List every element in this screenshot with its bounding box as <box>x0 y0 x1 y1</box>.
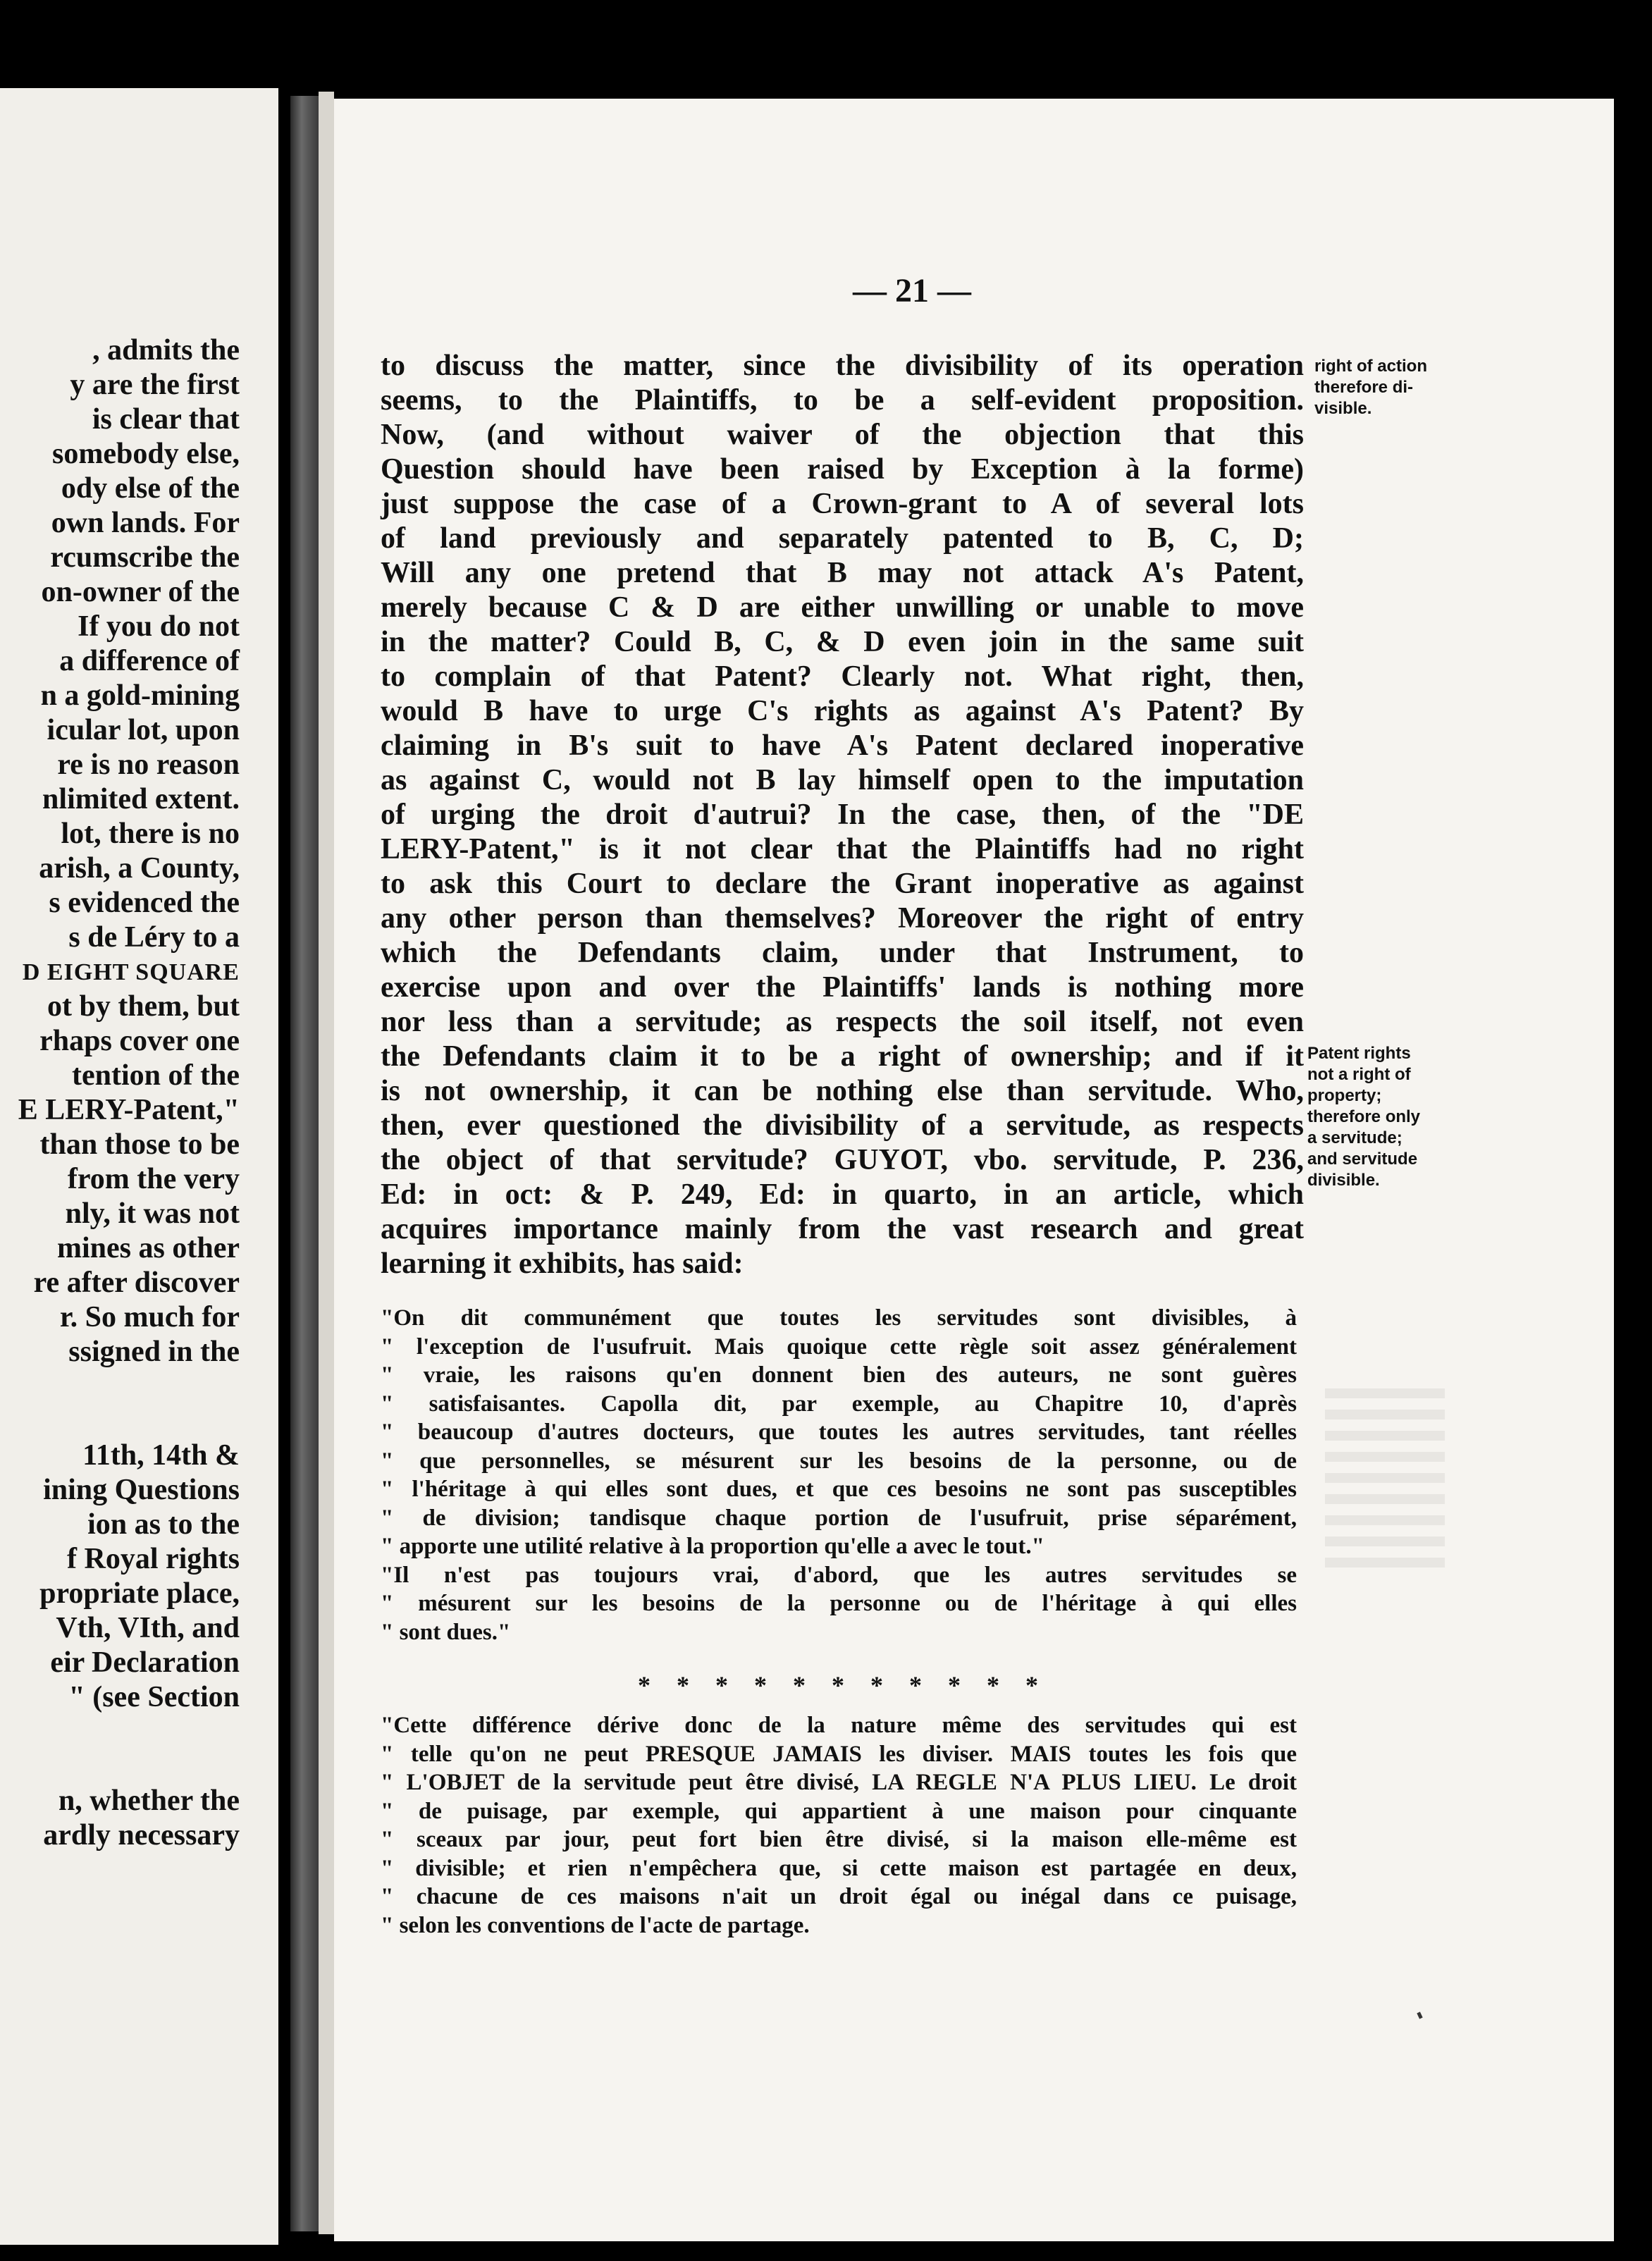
body-line: nor less than a servitude; as respects the soil itself, not even <box>381 1006 1304 1038</box>
margin-note-line: divisible. <box>1307 1171 1380 1190</box>
left-page-line: a difference of <box>59 645 240 677</box>
body-text <box>381 349 1304 1281</box>
body-line: of land previously and separately patented to B, C, D; <box>381 522 1304 555</box>
body-line: claiming in B's suit to have A's Patent declared inoperative <box>381 729 1304 762</box>
quote-line: " satisfaisantes. Capolla dit, par exemple, au Chapitre 10, d'après <box>381 1391 1297 1417</box>
left-page-line: rhaps cover one <box>39 1025 240 1057</box>
margin-note-line: therefore only <box>1307 1107 1421 1126</box>
left-page-line: ardly necessary <box>43 1819 240 1852</box>
left-page-line: arish, a County, <box>39 852 240 885</box>
body-line: which the Defendants claim, under that Instrument, to <box>381 937 1304 969</box>
quote-line: " apporte une utilité relative à la proportion qu'elle a avec le tout." <box>381 1534 1044 1559</box>
body-line: Now, (and without waiver of the objection that this <box>381 419 1304 451</box>
left-page-line: y are the first <box>70 369 240 401</box>
page-number: — 21 — <box>853 272 971 309</box>
scan-border <box>1614 106 1652 2241</box>
quote-line: "Cette différence dérive donc de la nature même des servitudes qui est <box>381 1713 1297 1738</box>
left-page-line <box>0 1715 240 1749</box>
left-page-line: re is no reason <box>57 748 240 781</box>
quote-line: "On dit communément que toutes les servitudes sont divisibles, à <box>381 1305 1297 1331</box>
left-page-line: " (see Section <box>68 1681 240 1713</box>
body-line: acquires importance mainly from the vast research and great <box>381 1213 1304 1245</box>
quote-line: " selon les conventions de l'acte de partage. <box>381 1912 810 1938</box>
french-quote-second <box>381 1711 1297 1940</box>
left-page-line: mines as other <box>57 1232 240 1264</box>
quote-line: " de puisage, par exemple, qui appartient à une maison pour cinquante <box>381 1798 1297 1824</box>
quote-line: " sceaux par jour, peut fort bien être divisé, si la maison elle-même est <box>381 1827 1297 1852</box>
quote-line: " L'OBJET de la servitude peut être divisé, LA REGLE N'A PLUS LIEU. Le droit <box>381 1770 1297 1795</box>
body-line: seems, to the Plaintiffs, to be a self-evident proposition. <box>381 384 1304 417</box>
quote-line: " l'héritage à qui elles sont dues, et que ces besoins ne sont pas susceptibles <box>381 1477 1297 1502</box>
margin-note-line: a servitude; <box>1307 1128 1403 1147</box>
margin-note-line: and servitude <box>1307 1150 1418 1169</box>
body-line: Ed: in oct: & P. 249, Ed: in quarto, in an article, which <box>381 1178 1304 1211</box>
body-line: Will any one pretend that B may not attack A's Patent, <box>381 557 1304 589</box>
body-line: of urging the droit d'autrui? In the case, then, of the "DE <box>381 799 1304 831</box>
margin-note-line: Patent rights <box>1307 1044 1411 1063</box>
left-page-line: is clear that <box>92 403 240 436</box>
quote-line: " que personnelles, se mésurent sur les besoins de la personne, ou de <box>381 1448 1297 1474</box>
body-line: then, ever questioned the divisibility of a servitude, as respects <box>381 1109 1304 1142</box>
body-line: as against C, would not B lay himself open to the imputation <box>381 764 1304 796</box>
left-page-line: If you do not <box>78 610 240 643</box>
left-page-line: eir Declaration <box>50 1646 240 1679</box>
body-line: would B have to urge C's rights as against A's Patent? By <box>381 695 1304 727</box>
margin-note-line: right of action <box>1314 357 1427 376</box>
left-page-line: ssigned in the <box>68 1336 240 1368</box>
body-line: LERY-Patent," is it not clear that the Plaintiffs had no right <box>381 833 1304 865</box>
left-page-line: D EIGHT SQUARE <box>22 959 240 985</box>
body-line: merely because C & D are either unwilling or unable to move <box>381 591 1304 624</box>
left-page-line: re after discover <box>33 1267 240 1299</box>
left-page-line: nlimited extent. <box>42 783 240 815</box>
left-page-line: ining Questions <box>43 1474 240 1506</box>
body-line: the Defendants claim it to be a right of ownership; and if it <box>381 1040 1304 1073</box>
left-page-line: E LERY-Patent," <box>18 1094 240 1126</box>
margin-note-right-of-action <box>1314 356 1427 419</box>
margin-note-line: property; <box>1307 1086 1382 1105</box>
left-page-line <box>0 1749 240 1784</box>
left-page-line: own lands. For <box>51 507 240 539</box>
margin-note-patent-rights <box>1307 1043 1420 1191</box>
asterisk-separator: * * * * * * * * * * * <box>638 1671 1048 1699</box>
left-page-line: tention of the <box>72 1059 240 1092</box>
left-page-line: n a gold-mining <box>40 679 240 712</box>
left-page-line: s evidenced the <box>49 887 240 919</box>
margin-note-line: not a right of <box>1307 1065 1411 1084</box>
body-line: is not ownership, it can be nothing else than servitude. Who, <box>381 1075 1304 1107</box>
quote-line: " l'exception de l'usufruit. Mais quoique cette règle soit assez généralement <box>381 1333 1297 1360</box>
left-page-line: nly, it was not <box>65 1197 240 1230</box>
body-line: exercise upon and over the Plaintiffs' lands is nothing more <box>381 971 1304 1004</box>
quote-line: " divisible; et rien n'empêchera que, si cette maison est partagée en deux, <box>381 1855 1297 1881</box>
body-line: just suppose the case of a Crown-grant to A of several lots <box>381 488 1304 520</box>
left-page-line: rcumscribe the <box>50 541 240 574</box>
quote-line: " mésurent sur les besoins de la personne ou de l'héritage à qui elles <box>381 1591 1297 1616</box>
left-page-line: on-owner of the <box>41 576 240 608</box>
left-page-line: , admits the <box>92 334 240 366</box>
left-page-line: Vth, VIth, and <box>56 1612 240 1644</box>
body-line: to complain of that Patent? Clearly not. What right, then, <box>381 660 1304 693</box>
margin-note-line: visible. <box>1314 399 1372 418</box>
body-line: to discuss the matter, since the divisibility of its operation <box>381 350 1304 382</box>
body-line: any other person than themselves? Moreover the right of entry <box>381 902 1304 935</box>
book-gutter <box>290 96 319 2231</box>
left-page-line: from the very <box>67 1163 240 1195</box>
body-line: the object of that servitude? GUYOT, vbo. servitude, P. 236, <box>381 1144 1304 1176</box>
left-page-text <box>0 333 240 1853</box>
left-page-line <box>0 1369 240 1404</box>
french-quote-first <box>381 1304 1297 1646</box>
left-page-line: lot, there is no <box>61 818 240 850</box>
left-page-line: propriate place, <box>39 1577 240 1610</box>
quote-line: "Il n'est pas toujours vrai, d'abord, que les autres servitudes se <box>381 1562 1297 1588</box>
left-page-line: ody else of the <box>61 472 240 505</box>
left-page-line: r. So much for <box>59 1301 240 1333</box>
left-page-line: ot by them, but <box>47 990 240 1023</box>
quote-line: " de division; tandisque chaque portion de l'usufruit, prise séparément, <box>381 1505 1297 1531</box>
left-page-line: icular lot, upon <box>47 714 240 746</box>
left-facing-page <box>0 88 278 2245</box>
show-through-text <box>1325 1388 1445 1572</box>
quote-line: " vraie, les raisons qu'en donnent bien des auteurs, ne sont guères <box>381 1362 1297 1388</box>
body-line: in the matter? Could B, C, & D even join in the same suit <box>381 626 1304 658</box>
left-page-line: somebody else, <box>52 438 240 470</box>
body-line: Question should have been raised by Exception à la forme) <box>381 453 1304 486</box>
left-page-line: 11th, 14th & <box>82 1439 240 1472</box>
quote-line: " telle qu'on ne peut PRESQUE JAMAIS les diviser. MAIS toutes les fois que <box>381 1741 1297 1767</box>
left-page-line: than those to be <box>39 1128 240 1161</box>
left-page-line: f Royal rights <box>67 1543 240 1575</box>
page-edge <box>319 92 334 2234</box>
quote-line: " chacune de ces maisons n'ait un droit égal ou inégal dans ce puisage, <box>381 1884 1297 1909</box>
body-line: to ask this Court to declare the Grant inoperative as against <box>381 868 1304 900</box>
quote-line: " beaucoup d'autres docteurs, que toutes les autres servitudes, tant réelles <box>381 1419 1297 1445</box>
body-line: learning it exhibits, has said: <box>381 1247 744 1280</box>
left-page-line: ion as to the <box>87 1508 240 1541</box>
margin-note-line: therefore di- <box>1314 378 1414 397</box>
left-page-line: n, whether the <box>58 1785 240 1817</box>
left-page-line: s de Léry to a <box>68 921 240 954</box>
quote-line: " sont dues." <box>381 1619 511 1645</box>
left-page-line <box>0 1404 240 1438</box>
